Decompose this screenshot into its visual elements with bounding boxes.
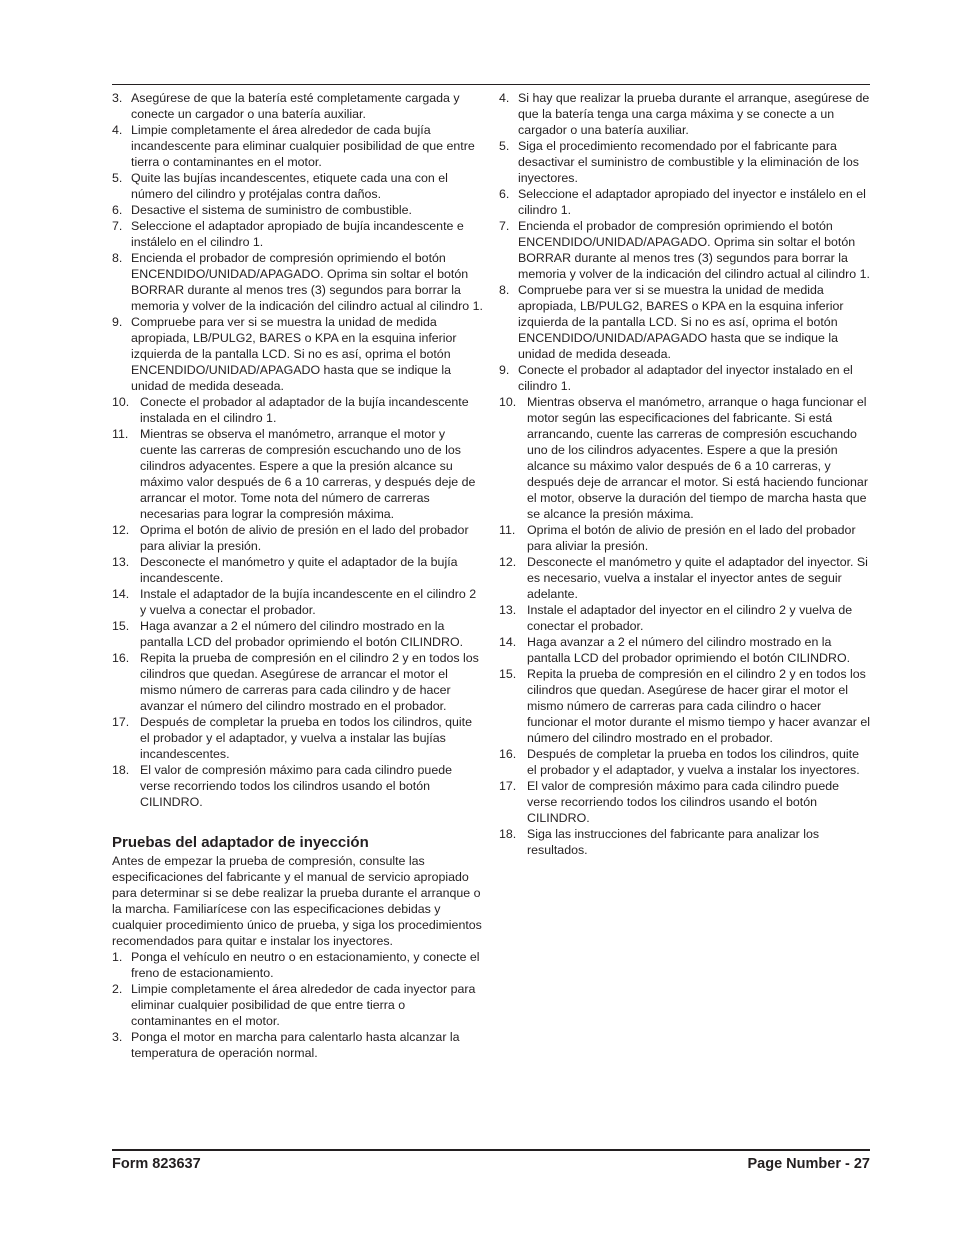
item-text: Asegúrese de que la batería esté completamente cargada y conecte un cargador o una batería auxiliar.	[131, 91, 460, 121]
list-item	[499, 362, 871, 394]
item-text: Instale el adaptador de la bujía incandescente en el cilindro 2 y vuelva a conectar el probador.	[140, 587, 477, 617]
item-number: 4.	[112, 123, 123, 137]
item-text: Limpie completamente el área alrededor de cada inyector para eliminar cualquier posibilidad de que entre tierra o contaminantes en el motor.	[131, 982, 476, 1028]
list-item	[112, 714, 484, 762]
list-item	[112, 250, 484, 314]
item-text: Ponga el motor en marcha para calentarlo hasta alcanzar la temperatura de operación normal.	[131, 1030, 460, 1060]
item-text: Mientras se observa el manómetro, arranque el motor y cuente las carreras de compresión escuchando uno de los cilindros adyacentes. Espere a que la presión alcance su máximo valor después de 6 a 10 carreras, y después deje de arrancar el motor. Tome nota del número de carreras necesarias para lograr la compresión máxima.	[140, 427, 476, 521]
item-text: Desconecte el manómetro y quite el adaptador de la bujía incandescente.	[140, 555, 458, 585]
item-number: 18.	[112, 763, 130, 777]
item-text: Repita la prueba de compresión en el cilindro 2 y en todos los cilindros que quedan. Asegúrese de arrancar el motor el mismo número de carreras para cada cilindro y de hacer avanzar el número del cilindro mostrado en el probador.	[140, 651, 479, 713]
item-number: 17.	[112, 715, 130, 729]
item-text: Desactive el sistema de suministro de combustible.	[131, 203, 412, 217]
list-item	[499, 522, 871, 554]
item-text: Mientras observa el manómetro, arranque o haga funcionar el motor según las especificaciones del fabricante. Si está arrancando, cuente las carreras de compresión escuchando uno de los cilindros adyacentes. Espere a que la presión alcance su máximo valor después de 6 a 10 carreras, y después deje de arrancar el motor. Si está haciendo funcionar el motor, observe la duración del tiempo de marcha hasta que se alcance la presión máxima.	[527, 395, 868, 521]
list-item	[499, 746, 871, 778]
left-column	[112, 90, 484, 1061]
right-column	[499, 90, 871, 858]
item-text: Después de completar la prueba en todos los cilindros, quite el probador y el adaptador, y vuelva a instalar los inyectores.	[527, 747, 860, 777]
header-rule	[112, 84, 870, 85]
item-number: 18.	[499, 827, 517, 841]
item-text: Siga las instrucciones del fabricante para analizar los resultados.	[527, 827, 820, 857]
list-item	[112, 522, 484, 554]
item-number: 5.	[499, 139, 510, 153]
item-text: Limpie completamente el área alrededor de cada bujía incandescente para eliminar cualquier posibilidad de que entre tierra o contaminantes en el motor.	[131, 123, 475, 169]
list-item	[112, 618, 484, 650]
list-item	[499, 554, 871, 602]
item-text: El valor de compresión máximo para cada cilindro puede verse recorriendo todos los cilindros usando el botón CILINDRO.	[527, 779, 839, 825]
item-text: Seleccione el adaptador apropiado del inyector e instálelo en el cilindro 1.	[518, 187, 866, 217]
item-number: 9.	[112, 315, 123, 329]
list-item	[499, 138, 871, 186]
item-number: 15.	[499, 667, 517, 681]
item-number: 7.	[112, 219, 123, 233]
list-item	[112, 314, 484, 394]
item-text: Conecte el probador al adaptador del inyector instalado en el cilindro 1.	[518, 363, 853, 393]
item-text: Haga avanzar a 2 el número del cilindro mostrado en la pantalla LCD del probador oprimiendo el botón CILINDRO.	[527, 635, 851, 665]
list-item	[112, 170, 484, 202]
list-item	[112, 650, 484, 714]
item-text: Compruebe para ver si se muestra la unidad de medida apropiada, LB/PULG2, BARES o KPA en la esquina inferior izquierda de la pantalla LCD. Si no es así, oprima el botón ENCENDIDO/UNIDAD/APAGADO hasta que se indique la unidad de medida deseada.	[518, 283, 844, 361]
item-text: Haga avanzar a 2 el número del cilindro mostrado en la pantalla LCD del probador oprimiendo el botón CILINDRO.	[140, 619, 464, 649]
injector-steps	[112, 949, 484, 1061]
list-item	[112, 554, 484, 586]
list-item	[112, 981, 484, 1029]
item-text: Si hay que realizar la prueba durante el arranque, asegúrese de que la batería tenga una carga máxima y se conecte a un cargador o una batería auxiliar.	[518, 91, 870, 137]
section-intro: Antes de empezar la prueba de compresión, consulte las especificaciones del fabricante y el manual de servicio apropiado para determinar si se debe realizar la prueba durante el arranque o la marcha. Familiarícese con las especificaciones debidas y cualquier procedimiento único de prueba, y siga los procedimientos recomendados para quitar e instalar los inyectores.	[112, 854, 482, 948]
list-item	[499, 218, 871, 282]
glow-plug-steps	[112, 90, 484, 810]
item-number: 14.	[499, 635, 517, 649]
item-number: 3.	[112, 1030, 123, 1044]
item-number: 1.	[112, 950, 123, 964]
item-number: 5.	[112, 171, 123, 185]
item-number: 13.	[499, 603, 517, 617]
item-number: 16.	[499, 747, 517, 761]
list-item	[499, 186, 871, 218]
item-text: Oprima el botón de alivio de presión en el lado del probador para aliviar la presión.	[527, 523, 856, 553]
list-item	[112, 586, 484, 618]
list-item	[499, 90, 871, 138]
item-text: El valor de compresión máximo para cada cilindro puede verse recorriendo todos los cilindros usando el botón CILINDRO.	[140, 763, 452, 809]
list-item	[112, 1029, 484, 1061]
list-item	[499, 394, 871, 522]
list-item	[112, 949, 484, 981]
list-item	[499, 826, 871, 858]
item-text: Ponga el vehículo en neutro o en estacionamiento, y conecte el freno de estacionamiento.	[131, 950, 480, 980]
item-number: 13.	[112, 555, 130, 569]
page-number: Page Number - 27	[747, 1156, 870, 1172]
item-number: 7.	[499, 219, 510, 233]
footer-rule	[112, 1149, 870, 1151]
list-item	[112, 90, 484, 122]
list-item	[112, 762, 484, 810]
item-text: Encienda el probador de compresión oprimiendo el botón ENCENDIDO/UNIDAD/APAGADO. Oprima sin soltar el botón BORRAR durante al menos tres (3) segundos para borrar la memoria y volver de la indicación del cilindro actual al cilindro 1.	[518, 219, 870, 281]
list-item	[499, 602, 871, 634]
list-item	[112, 202, 484, 218]
item-number: 16.	[112, 651, 130, 665]
item-text: Oprima el botón de alivio de presión en el lado del probador para aliviar la presión.	[140, 523, 469, 553]
item-number: 9.	[499, 363, 510, 377]
item-text: Repita la prueba de compresión en el cilindro 2 y en todos los cilindros que quedan. Asegúrese de hacer girar el motor el mismo número de carreras para cada cilindro o hacer funcionar el motor durante el mismo tiempo y hacer avanzar el número del cilindro mostrado en el probador.	[527, 667, 870, 745]
list-item	[112, 394, 484, 426]
injector-steps-continued	[499, 90, 871, 858]
item-text: Desconecte el manómetro y quite el adaptador del inyector. Si es necesario, vuelva a instalar el inyector antes de seguir adelante.	[527, 555, 868, 601]
list-item	[112, 122, 484, 170]
form-number: Form 823637	[112, 1156, 201, 1172]
section-heading: Pruebas del adaptador de inyección	[112, 834, 369, 851]
item-text: Encienda el probador de compresión oprimiendo el botón ENCENDIDO/UNIDAD/APAGADO. Oprima sin soltar el botón BORRAR durante al menos tres (3) segundos para borrar la memoria y volver de la indicación del cilindro actual al cilindro 1.	[131, 251, 483, 313]
list-item	[499, 282, 871, 362]
item-number: 14.	[112, 587, 130, 601]
item-number: 15.	[112, 619, 130, 633]
list-item	[499, 778, 871, 826]
item-number: 17.	[499, 779, 517, 793]
item-text: Instale el adaptador del inyector en el cilindro 2 y vuelva de conectar el probador.	[527, 603, 853, 633]
item-number: 10.	[112, 395, 130, 409]
item-text: Siga el procedimiento recomendado por el fabricante para desactivar el suministro de combustible y la eliminación de los inyectores.	[518, 139, 859, 185]
list-item	[112, 426, 484, 522]
item-text: Conecte el probador al adaptador de la bujía incandescente instalada en el cilindro 1.	[140, 395, 469, 425]
item-number: 12.	[499, 555, 517, 569]
item-number: 2.	[112, 982, 123, 996]
item-number: 8.	[112, 251, 123, 265]
item-number: 8.	[499, 283, 510, 297]
item-number: 3.	[112, 91, 123, 105]
item-text: Quite las bujías incandescentes, etiquete cada una con el número del cilindro y protéjalas contra daños.	[131, 171, 448, 201]
item-text: Compruebe para ver si se muestra la unidad de medida apropiada, LB/PULG2, BARES o KPA en la esquina inferior izquierda de la pantalla LCD. Si no es así, oprima el botón ENCENDIDO/UNIDAD/APAGADO hasta que se indique la unidad de medida deseada.	[131, 315, 457, 393]
item-number: 6.	[499, 187, 510, 201]
list-item	[112, 218, 484, 250]
item-number: 12.	[112, 523, 130, 537]
item-text: Seleccione el adaptador apropiado de bujía incandescente e instálelo en el cilindro 1.	[131, 219, 464, 249]
item-text: Después de completar la prueba en todos los cilindros, quite el probador y el adaptador, y vuelva a instalar las bujías incandescentes.	[140, 715, 472, 761]
item-number: 6.	[112, 203, 123, 217]
item-number: 10.	[499, 395, 517, 409]
list-item	[499, 666, 871, 746]
item-number: 11.	[112, 427, 129, 441]
item-number: 11.	[499, 523, 516, 537]
item-number: 4.	[499, 91, 510, 105]
list-item	[499, 634, 871, 666]
